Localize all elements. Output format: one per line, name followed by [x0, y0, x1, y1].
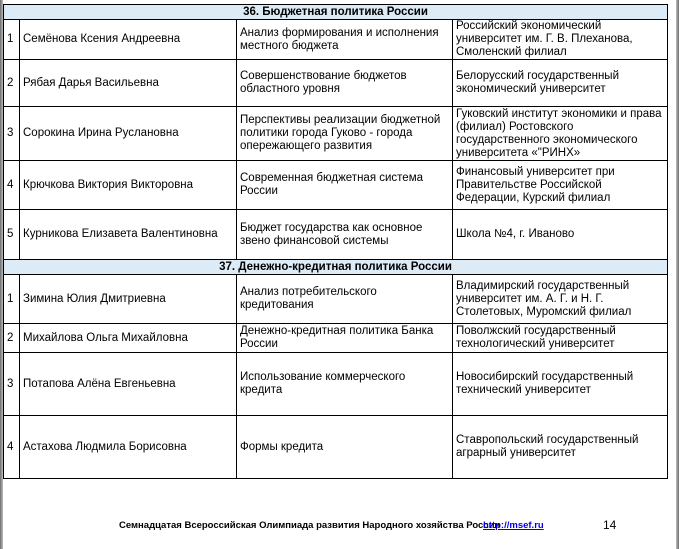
row-number: 3	[4, 353, 20, 416]
organization: Ставропольский государственный аграрный университет	[453, 416, 668, 479]
report-topic: Бюджет государства как основное звено финансовой системы	[237, 210, 453, 260]
table-row	[4, 60, 668, 107]
organization: Школа №4, г. Иваново	[453, 210, 668, 260]
organization: Российский экономический университет им. Г. В. Плеханова, Смоленский филиал	[453, 20, 668, 60]
report-topic: Денежно-кредитная политика Банка России	[237, 324, 453, 353]
page-number: 14	[603, 518, 617, 532]
table-row	[4, 324, 668, 353]
participant-name: Михайлова Ольга Михайловна	[20, 324, 237, 353]
row-number: 4	[4, 416, 20, 479]
footer-link[interactable]: http://msef.ru	[483, 520, 544, 531]
table-row	[4, 416, 668, 479]
participant-name: Сорокина Ирина Руслановна	[20, 107, 237, 161]
row-number: 5	[4, 210, 20, 260]
organization: Поволжский государственный технологический университет	[453, 324, 668, 353]
table-row	[4, 20, 668, 60]
row-number: 1	[4, 275, 20, 324]
section-title: 36. Бюджетная политика России	[4, 5, 668, 20]
organization: Белорусский государственный экономический университет	[453, 60, 668, 107]
report-topic: Формы кредита	[237, 416, 453, 479]
report-topic: Перспективы реализации бюджетной политики города Гуково - города опережающего развития	[237, 107, 453, 161]
row-number: 3	[4, 107, 20, 161]
report-topic: Анализ потребительского кредитования	[237, 275, 453, 324]
page-footer	[0, 518, 679, 534]
participant-name: Крючкова Виктория Викторовна	[20, 161, 237, 210]
organization: Финансовый университет при Правительстве Российской Федерации, Курский филиал	[453, 161, 668, 210]
report-topic: Анализ формирования и исполнения местного бюджета	[237, 20, 453, 60]
row-number: 4	[4, 161, 20, 210]
section-header-row	[4, 260, 668, 275]
participant-name: Рябая Дарья Васильевна	[20, 60, 237, 107]
table-row	[4, 107, 668, 161]
participant-name: Зимина Юлия Дмитриевна	[20, 275, 237, 324]
participant-name: Астахова Людмила Борисовна	[20, 416, 237, 479]
table-row	[4, 210, 668, 260]
organization: Гуковский институт экономики и права (филиал) Ростовского государственного экономического университета «"РИНХ»	[453, 107, 668, 161]
table-row	[4, 275, 668, 324]
section-header-row	[4, 5, 668, 20]
organization: Владимирский государственный университет им. А. Г. и Н. Г. Столетовых, Муромский филиал	[453, 275, 668, 324]
report-topic: Современная бюджетная система России	[237, 161, 453, 210]
section-title: 37. Денежно-кредитная политика России	[4, 260, 668, 275]
table-row	[4, 353, 668, 416]
row-number: 1	[4, 20, 20, 60]
report-topic: Использование коммерческого кредита	[237, 353, 453, 416]
footer-text: Семнадцатая Всероссийская Олимпиада развития Народного хозяйства России	[119, 520, 501, 531]
report-topic: Совершенствование бюджетов областного уровня	[237, 60, 453, 107]
participant-name: Потапова Алёна Евгеньевна	[20, 353, 237, 416]
row-number: 2	[4, 324, 20, 353]
participants-table	[3, 4, 668, 479]
table-row	[4, 161, 668, 210]
participant-name: Семёнова Ксения Андреевна	[20, 20, 237, 60]
organization: Новосибирский государственный технический университет	[453, 353, 668, 416]
row-number: 2	[4, 60, 20, 107]
participant-name: Курникова Елизавета Валентиновна	[20, 210, 237, 260]
